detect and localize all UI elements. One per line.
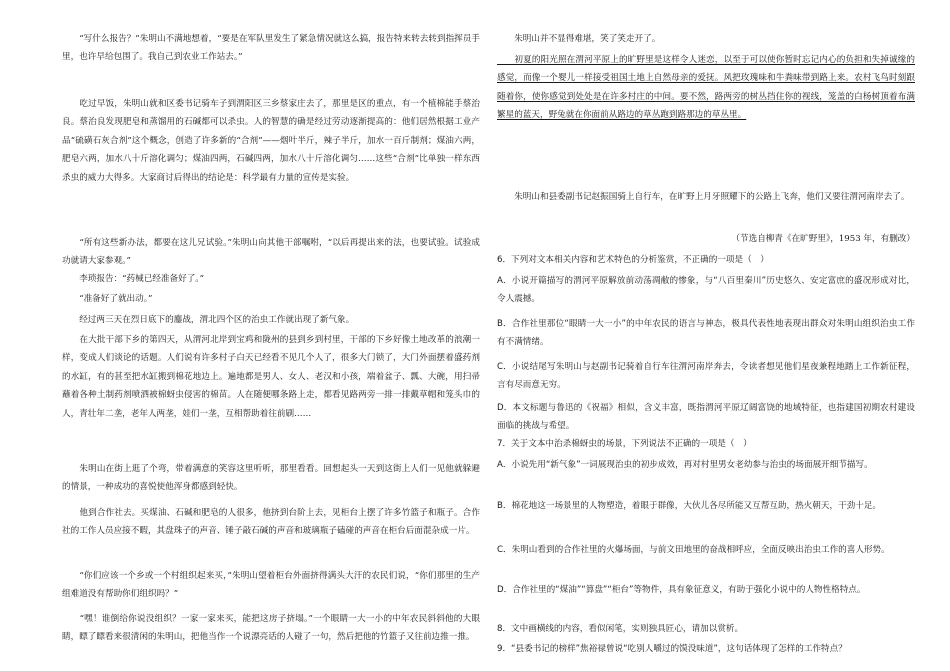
option-6a: A．小说开篇描写的渭河平原解放前动荡凋敝的惨象，与“八百里秦川”历史悠久、安定富庶的盛况形成对比，令人震撼。: [497, 276, 915, 305]
paragraph-new-look: 经过两三天在烈日底下的鏖战，渭北四个区的治虫工作就出现了新气象。: [62, 315, 355, 325]
paragraph-underlined-scenery: 初夏的阳光照在渭河平原上的旷野里是这样令人迷恋，以至于可以使你暂时忘记内心的负担和失掉诚缘的感觉，而像一个婴儿一样接受祖国土地上自然母亲的爱抚。风把玫瑰味和牛粪味带到路上来。农村飞鸟时刻跟随着你，使你感觉到处处是在许多村庄的中间。要不然，路两旁的树丛挡住你的视线，笼盖的白杨树顶着布满繁星的蓝天，野兔就在你面前从路边的草丛跑到路那边的草丛里。: [497, 55, 915, 121]
paragraph-cooperative: 他到合作社去。买煤油、石碱和肥皂的人很多，他挤到台阶上去，见柜台上摆了许多竹篮子和瓶子。合作社的工作人员应接不暇，其盘珠子的声音、锤子敲石碱的声音和玻璃瓶子磕碰的声音在柜台后面混杂成一片。: [62, 508, 480, 537]
option-6b: B．合作社里那位“眼睛一大一小”的中年农民的语言与神态，极具代表性地表现出群众对朱明山组织治虫工作有不满情绪。: [497, 319, 915, 348]
paragraph-li-report: 李琐报告：“药械已经准备好了。”: [62, 274, 204, 284]
paragraph-street-walk: 朱明山在街上逛了个弯，带着满意的笑容这里听听，那里看看。回想起头一天到这街上人们一见他就躲避的情景，一种成功的喜悦使他浑身都感到轻快。: [62, 464, 480, 493]
option-7d: D．合作社里的“煤油”“算盘”“柜台”等物件，具有象征意义，有助于强化小说中的人物性格特点。: [497, 585, 866, 595]
question-8: 8．文中画横线的内容，看似闲笔，实则独具匠心，请加以赏析。: [497, 624, 744, 634]
question-9: 9．“县委书记的榜样”焦裕禄曾说“吃别人嚼过的馍没味道”，这句话体现了怎样的工作特点？: [497, 644, 847, 654]
paragraph-field-campaign: 在大批干部下乡的第四天，从渭河北岸到宝鸡和陇州的县到乡到村里，干部的下乡好像土地改革的浪潮一样，变成人们谈论的话题。人们说有许多村子白天已经看不见几个人了，很多大门锁了，大门外面摆着盛药剂的水缸，有的甚至把水缸搬到棉花地边上。遍地都是男人、女人、老汉和小孩，端着盆子、瓢、大碗，用扫帚蘸着各种土制药剂喷洒被棉蚜虫侵害的棉苗。人在随便哪条路上走，都看见路两旁一排一排戴草帽和笼头巾的人，青壮年二垄，老年人两垄，娃们一垄，互相帮助着往前刷……: [62, 335, 480, 419]
paragraph-organize-advice: “你们应该一个乡或一个村组织起来买，”朱明山望着柜台外面挤得满头大汗的农民们说，“你们那里的生产组难道没有帮助你们组织吗？”: [62, 571, 480, 600]
option-7c: C．朱明山看到的合作社里的火爆场面，与前文田地里的奋战相呼应，全面反映出治虫工作的喜人形势。: [497, 545, 890, 555]
question-6: 6．下列对文本相关内容和艺术特色的分析鉴赏，不正确的一项是（ ）: [497, 255, 769, 265]
option-7a: A．小说先用“新气象”一词展现治虫的初步成效，再对村里男女老幼参与治虫的场面展开细节描写。: [497, 460, 873, 470]
paragraph-trial-instruction: “所有这些新办法，都要在这儿兄试验。”朱明山向其他干部嘱咐，“以后再提出来的法，也要试验。试验成功就请大家参观。”: [62, 238, 480, 267]
paragraph-report-thought: “写什么报告？”朱明山不满地想着，“要是在军队里发生了紧急情况就这么搞，报告特来转去转到指挥员手里，也许早给包围了。我自己到农业工作站去。”: [62, 34, 480, 63]
paragraph-night-ride: 朱明山和县委副书记赵振国骑上自行车，在旷野上月牙照耀下的公路上飞奔，他们又要往渭河南岸去了。: [497, 192, 910, 202]
paragraph-farmer-reply: “嘿！谁倒给你说没组织？一家一家来买，能把这房子挤塌。”一个眼睛一大一小的中年农民斜斜他的大眼睛，瞟了瞟看来很清闲的朱明山，把他当作一个说漂亮话的人碰了一句，然后把他的竹篮子又往前边推一推。: [62, 614, 480, 643]
option-6c: C．小说结尾写朱明山与赵副书记骑着自行车往渭河南岸奔去，令读者想见他们星夜兼程地踏上工作新征程，言有尽而意无穷。: [497, 362, 915, 391]
paragraph-smile-leave: 朱明山并不显得难堪，笑了笑走开了。: [497, 34, 661, 44]
option-7b: B．棉花地这一场景里的人物塑造，着眼于群像，大伙儿各尽所能又互帮互助，热火朝天，干劲十足。: [497, 501, 882, 511]
option-6d: D．本文标题与鲁迅的《祝福》相似，含义丰富，既指渭河平原辽阔富饶的地域特征，也指建国初期农村建设面临的挑战与希望。: [497, 403, 915, 432]
paragraph-ready: “准备好了就出动。”: [62, 294, 153, 304]
question-7: 7．关于文本中治杀棉蚜虫的场景，下列说法不正确的一项是（ ）: [497, 439, 752, 449]
paragraph-cai-village: 吃过早饭，朱明山就和区委书记骑车子到渭阳区三乡蔡家庄去了，那里是区的重点，有一个植棉能手蔡治良。蔡治良发现肥皂和蒸馏用的石碱都可以杀虫。人的智慧的确是经过劳动逐渐提高的：他们居然根据工业产品“硫磺石灰合剂”这个概念，创造了许多新的“合剂”——烟叶半斤，辣子半斤，加水一百斤制剂；煤油六两，肥皂六两，加水八十斤溶化调匀；煤油四两，石碱四两，加水八十斤溶化调匀……这些“合剂”比单独一样东西杀虫的威力大得多。大家商讨后得出的结论是：科学最有力量的宣传是实验。: [62, 99, 480, 183]
source-citation: （节选自柳青《在旷野里》，1953 年，有删改）: [731, 234, 915, 244]
